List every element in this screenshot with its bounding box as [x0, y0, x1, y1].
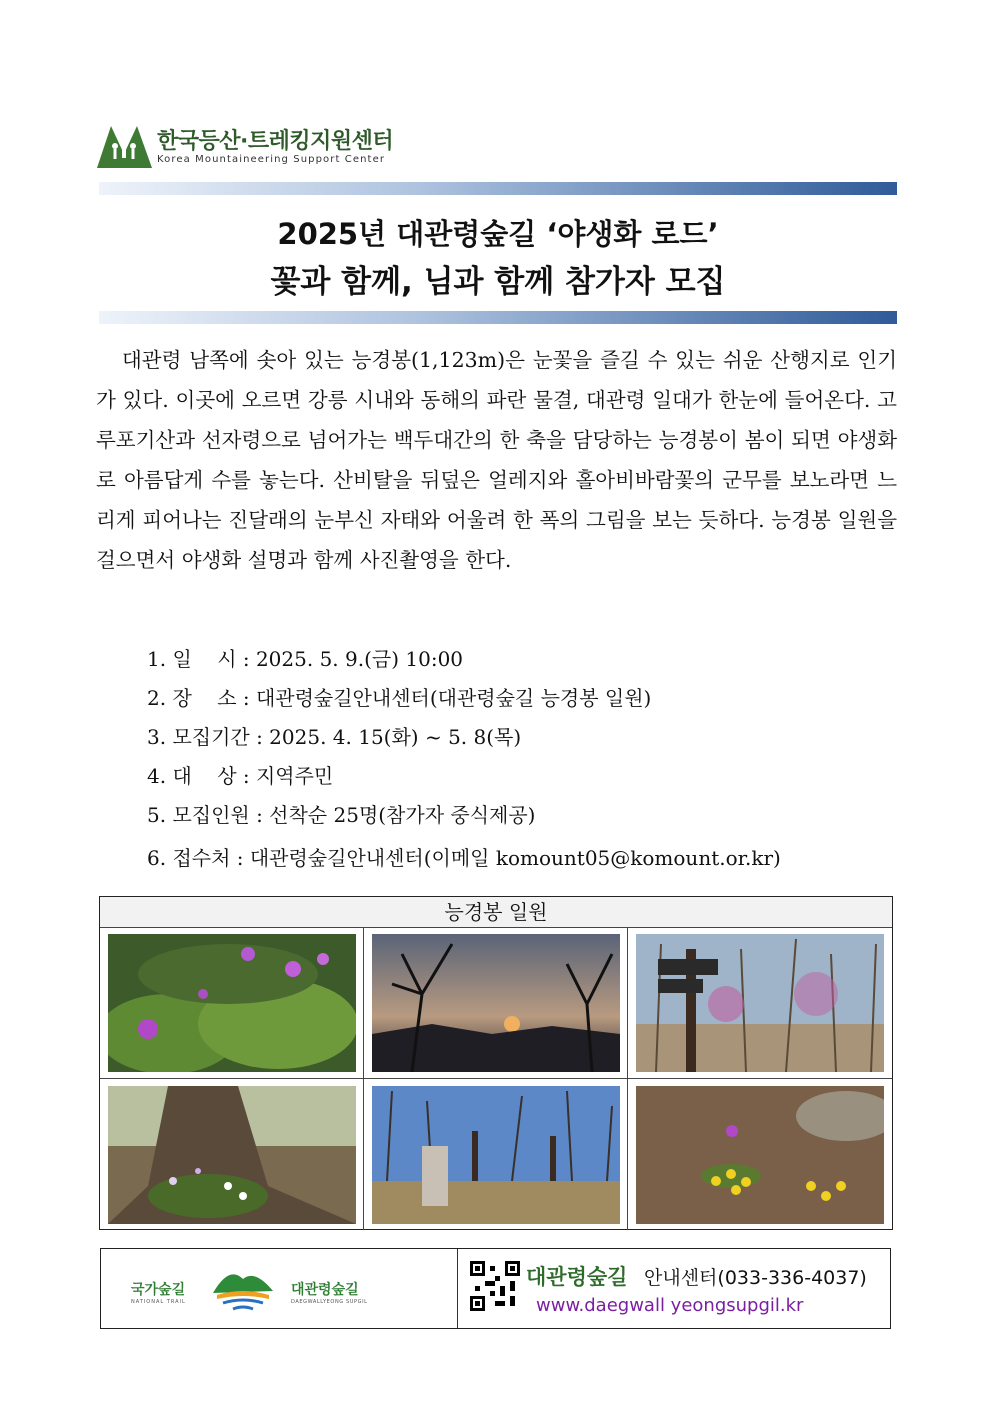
detail-date: 1. 일 시 : 2025. 5. 9.(금) 10:00 [147, 647, 464, 671]
detail-target: 4. 대 상 : 지역주민 [147, 764, 334, 788]
mountain-logo-icon [97, 118, 152, 168]
daegwallyeong-label: 대관령숲길 [291, 1282, 359, 1298]
national-trail-label: 국가숲길 [131, 1282, 186, 1298]
center-phone: 안내센터(033-336-4037) [644, 1267, 867, 1289]
gallery-caption: 능경봉 일원 [100, 897, 892, 928]
top-divider-bar [99, 182, 897, 195]
yellow-flowers-photo [636, 1086, 884, 1224]
title-line-1: 2025년 대관령숲길 ‘야생화 로드’ [277, 217, 719, 251]
title-line-2: 꽃과 함께, 님과 함께 참가자 모집 [270, 264, 726, 300]
national-trail-en: NATIONAL TRAIL [131, 1299, 186, 1305]
bottom-divider-bar [99, 311, 897, 324]
details-list [147, 641, 887, 879]
footer-box [100, 1248, 891, 1329]
wildflower-photo [108, 934, 356, 1072]
gallery-cell [364, 928, 628, 1079]
trail-logo-icon [209, 1263, 277, 1313]
gallery-cell [100, 928, 364, 1079]
photo-gallery [99, 896, 893, 1230]
org-name: 한국등산·트레킹지원센터 [157, 129, 394, 154]
footer-contact [458, 1249, 890, 1328]
daegwallyeong-en: DAEGWALLYEONG SUPGIL [291, 1299, 368, 1305]
brand-name: 대관령숲길 [526, 1265, 628, 1289]
summit-stone-photo [372, 1086, 620, 1224]
gallery-cell [628, 1079, 892, 1230]
gallery-cell [364, 1079, 628, 1230]
qr-code-icon [470, 1261, 520, 1311]
gallery-cell [628, 928, 892, 1079]
detail-place: 2. 장 소 : 대관령숲길안내센터(대관령숲길 능경봉 일원) [147, 686, 652, 710]
detail-contact: 6. 접수처 : 대관령숲길안내센터(이메일 komount05@komount.or.kr) [147, 846, 781, 870]
signpost-photo [636, 934, 884, 1072]
footer-logos [101, 1249, 458, 1328]
tree-flower-photo [108, 1086, 356, 1224]
detail-period: 3. 모집기간 : 2025. 4. 15(화) ~ 5. 8(목) [147, 725, 522, 749]
org-logo [97, 118, 397, 170]
website-link[interactable]: www.daegwall yeongsupgil.kr [536, 1295, 804, 1316]
gallery-cell [100, 1079, 364, 1230]
org-name-en: Korea Mountaineering Support Center [157, 154, 386, 165]
intro-paragraph [96, 340, 897, 580]
detail-capacity: 5. 모집인원 : 선착순 25명(참가자 중식제공) [147, 803, 536, 827]
sunrise-photo [372, 934, 620, 1072]
intro-text: 대관령 남쪽에 솟아 있는 능경봉(1,123m)은 눈꽃을 즐길 수 있는 쉬운 산행지로 인기가 있다. 이곳에 오르면 강릉 시내와 동해의 파란 물결, 대관령 일대가 한눈에 들어온다. 고루포기산과 선자령으로 넘어가는 백두대간의 한 축을 담당하는 능경봉이 봄이 되면 야생화로 아름답게 수를 놓는다. 산비탈을 뒤덮은 얼레지와 홀아비바람꽃의 군무를 보노라면 느리게 피어나는 진달래의 눈부신 자태와 어울려 한 폭의 그림을 보는 듯하다. 능경봉 일원을 걸으면서 야생화 설명과 함께 사진촬영을 한다. [96, 348, 897, 572]
